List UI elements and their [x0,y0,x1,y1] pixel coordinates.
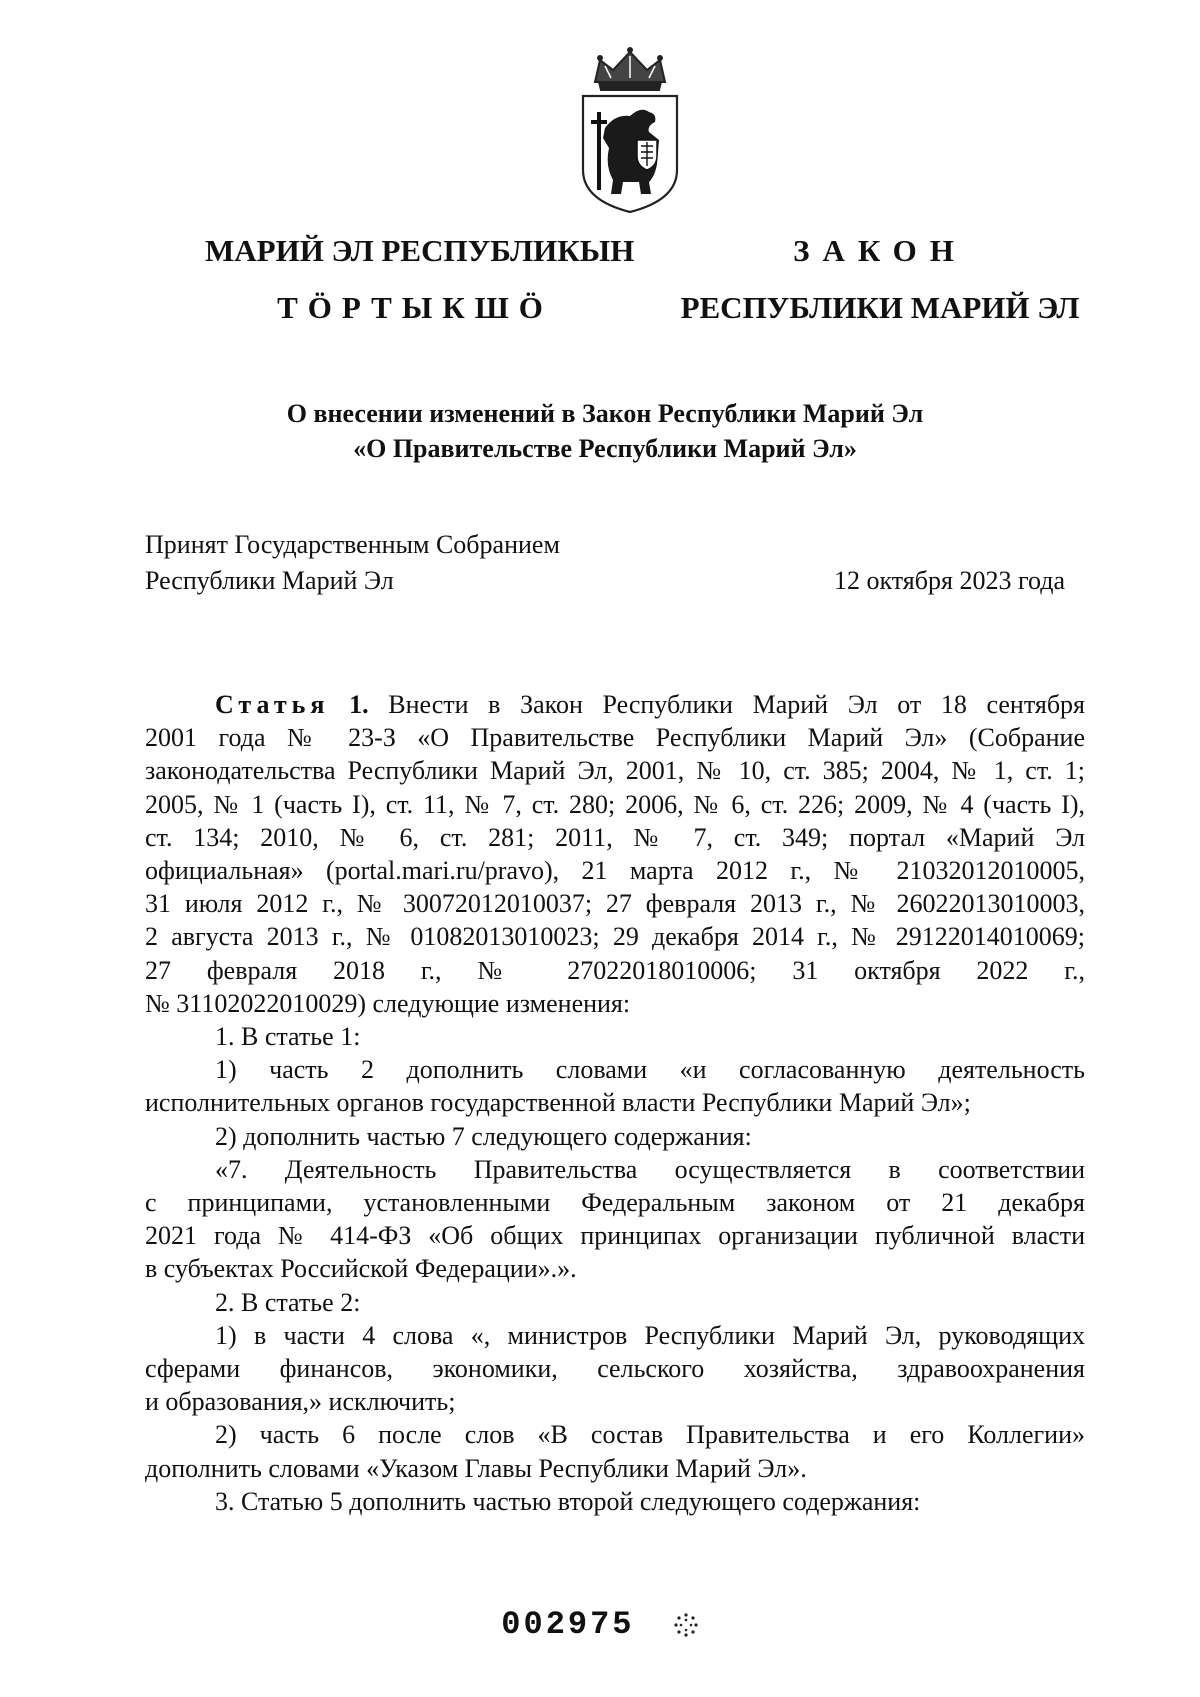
article-line [145,688,1085,721]
amendment-line: сферами финансов, экономики, сельского хозяйства, здравоохранения [145,1354,1085,1384]
amendment-line: дополнить словами «Указом Главы Республики Марий Эл». [145,1453,807,1483]
header-right-line2: РЕСПУБЛИКИ МАРИЙ ЭЛ [680,290,1080,325]
amendment-item [145,1120,1085,1153]
asterisk-mark-icon [673,1612,699,1638]
amendment-line: с принципами, установленными Федеральным законом от 21 декабря [145,1188,1085,1218]
amendment-item [145,1286,1085,1319]
header-left-line1: МАРИЙ ЭЛ РЕСПУБЛИКЫН [205,233,635,268]
article-text-line: 27 февраля 2018 г., № 27022018010006; 31 октября 2022 г., [145,955,1085,985]
article-text-line: Внести в Закон Республики Марий Эл от 18 сентября [388,690,1086,719]
article-text-line: № 31102022010029) следующие изменения: [145,988,631,1018]
serial-number: 002975 [501,1606,635,1643]
amendment-line: 2. В статье 2: [215,1287,361,1317]
article-number: 1. [349,690,369,719]
law-body [145,688,1085,1518]
amendment-line: исполнительных органов государственной власти Республики Марий Эл»; [145,1088,971,1118]
article-label: Статья [215,690,330,719]
amendment-item [145,1319,1085,1419]
amendment-item [145,1020,1085,1053]
amendment-line: и образования,» исключить; [145,1387,456,1417]
amendment-line: «7. Деятельность Правительства осуществляется в соответствии [215,1154,1085,1184]
amendment-items [145,1020,1085,1518]
amendment-line: 2) часть 6 после слов «В состав Правительства и его Коллегии» [215,1420,1085,1450]
adoption-block [145,527,1065,599]
amendment-line: 1. В статье 1: [215,1022,361,1052]
amendment-line: 1) часть 2 дополнить словами «и согласованную деятельность [215,1055,1085,1085]
amendment-line: 3. Статью 5 дополнить частью второй следующего содержания: [215,1486,921,1516]
coat-of-arms-bear-with-sword-icon [575,42,685,214]
article-text-line: 31 июля 2012 г., № 30072012010037; 27 февраля 2013 г., № 26022013010003, [145,889,1085,919]
law-title-line2: «О Правительстве Республики Марий Эл» [353,434,857,463]
article-text-line: 2005, № 1 (часть I), ст. 11, № 7, ст. 280; 2006, № 6, ст. 226; 2009, № 4 (часть I), [145,789,1085,819]
amendment-line: 2) дополнить частью 7 следующего содержания: [215,1121,752,1151]
serial-number-row [0,1606,1200,1643]
adoption-line2: Республики Марий Эл [145,566,394,595]
amendment-item [145,1153,1085,1286]
amendment-line: 1) в части 4 слова «, министров Республики Марий Эл, руководящих [215,1320,1085,1350]
header-left-line2: ТӦРТЫКШӦ [277,290,553,325]
amendment-line: в субъектах Российской Федерации».». [145,1254,577,1284]
article-text-line: законодательства Республики Марий Эл, 2001, № 10, ст. 385; 2004, № 1, ст. 1; [145,756,1085,786]
amendment-item [145,1418,1085,1484]
law-title-line1: О внесении изменений в Закон Республики Марий Эл [286,399,924,428]
amendment-item [145,1053,1085,1119]
article-text-line: официальная» (portal.mari.ru/pravo), 21 марта 2012 г., № 21032012010005, [145,856,1085,886]
article-text-line: ст. 134; 2010, № 6, ст. 281; 2011, № 7, ст. 349; портал «Марий Эл [145,822,1085,852]
amendment-line: 2021 года № 414-ФЗ «Об общих принципах организации публичной власти [145,1221,1085,1251]
amendment-item [145,1485,1085,1518]
adoption-line1: Принят Государственным Собранием [145,530,560,559]
header-right-line1: ЗАКОН [793,233,967,268]
article-text-line: 2001 года № 23-З «О Правительстве Республики Марий Эл» (Собрание [145,723,1085,753]
adoption-date: 12 октября 2023 года [834,566,1065,595]
article-text-line: 2 августа 2013 г., № 01082013010023; 29 декабря 2014 г., № 29122014010069; [145,922,1085,952]
article-1 [145,688,1085,1020]
law-title [145,396,1065,466]
